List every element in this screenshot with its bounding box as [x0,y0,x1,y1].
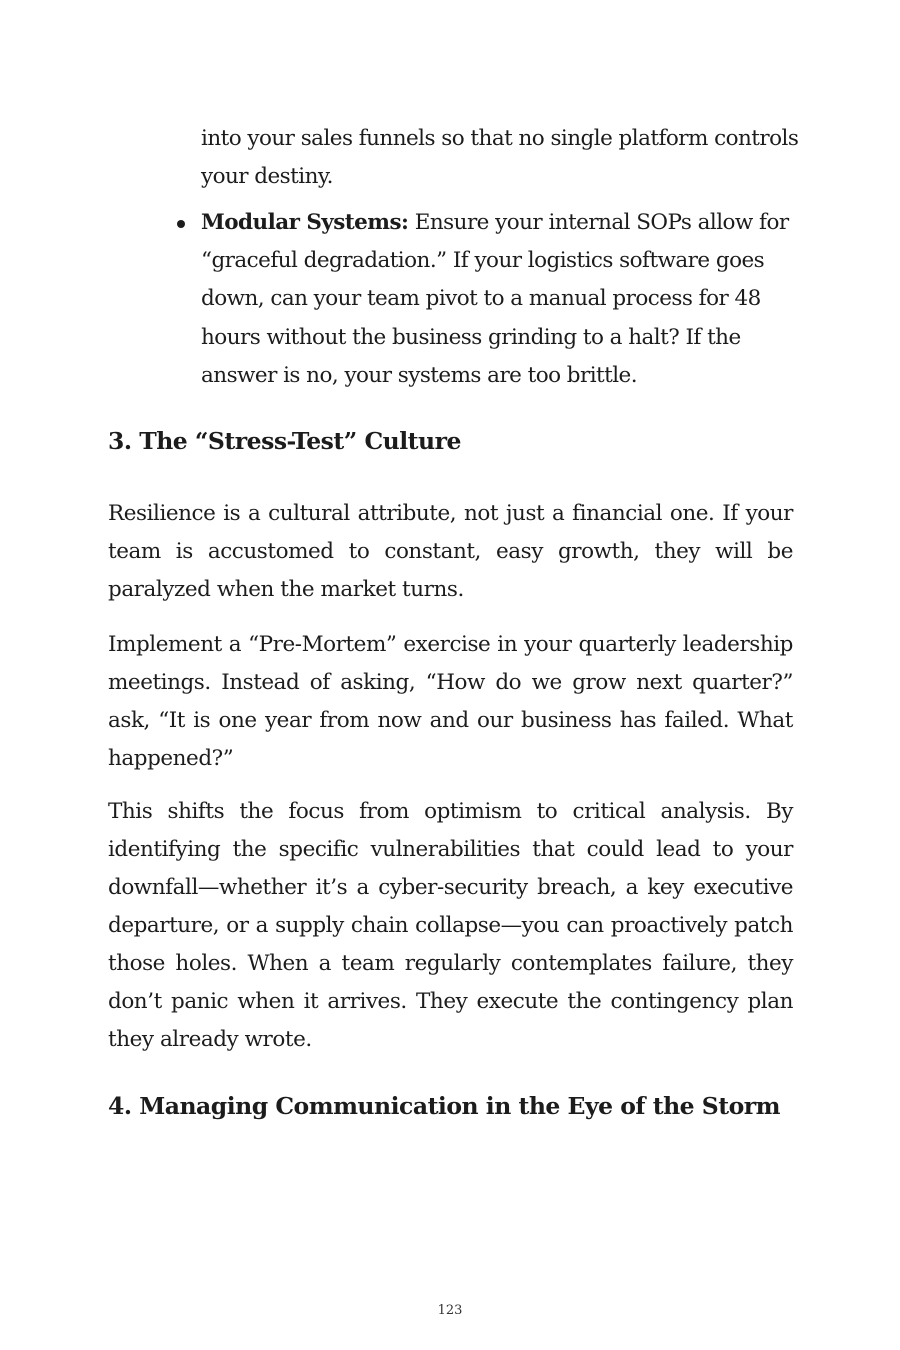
bullet-list [175,204,805,395]
body-paragraph: This shifts the focus from optimism to critical analysis. By identifying the specific vulnerabilities that could lead to your downfall—whether it’s a cyber-security breach, a key executive departure, or a supply chain collapse—you can proactively patch those holes. When a team regularly contemplates failure, they don’t panic when it arrives. They execute the contingency plan they already wrote. [108,799,793,1052]
bullet-term: Modular Systems: [201,210,409,235]
body-paragraph: Resilience is a cultural attribute, not just a financial one. If your team is accustomed to constant, easy growth, they will be paralyzed when the market turns. [108,501,793,602]
bullet-text: Ensure your internal SOPs allow for “graceful degradation.” If your logistics software goes down, can your team pivot to a manual process for 48 hours without the business grinding to a halt? If the answer is no, your systems are too brittle. [201,210,789,388]
continuation-paragraph: into your sales funnels so that no single platform controls your destiny. [201,126,799,189]
section-heading-4: 4. Managing Communication in the Eye of the Storm [108,1092,781,1120]
bullet-marker [177,220,185,228]
section-heading-3: 3. The “Stress-Test” Culture [108,427,461,455]
list-item [175,204,805,395]
page-number: 123 [437,1303,463,1318]
body-paragraph: Implement a “Pre-Mortem” exercise in your quarterly leadership meetings. Instead of asking, “How do we grow next quarter?” ask, “It is one year from now and our business has failed. What happened?” [108,632,793,771]
